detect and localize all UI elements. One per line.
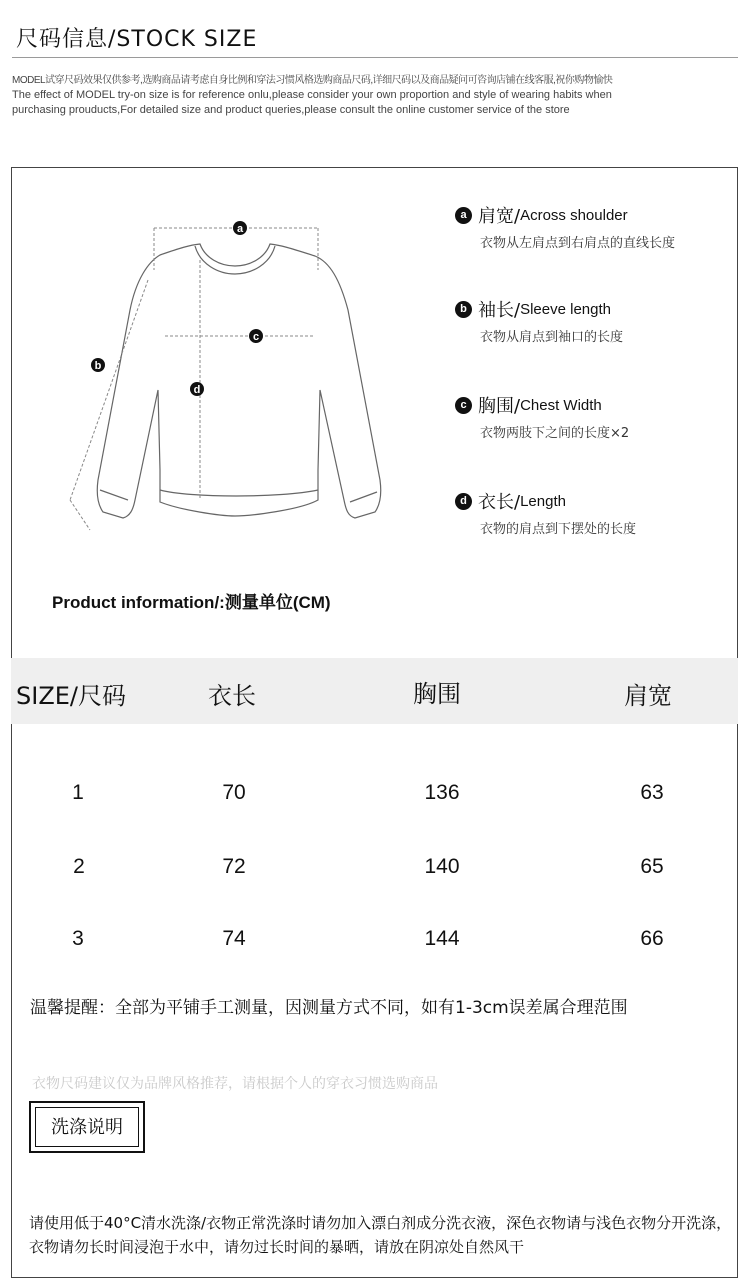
title-divider xyxy=(12,57,738,58)
diagram-label-d: d xyxy=(193,384,201,396)
table-cell: 136 xyxy=(424,781,460,804)
legend-badge: b xyxy=(455,301,472,318)
table-cell: 1 xyxy=(72,781,84,804)
legend-item-sleeve xyxy=(455,296,623,345)
legend-en: Across shoulder xyxy=(520,206,628,224)
legend-en: Sleeve length xyxy=(520,300,611,318)
notice-en-line-1: The effect of MODEL try-on size is for reference onlu,please consider your own proportion and style of wearing habits when xyxy=(12,89,612,101)
column-header-size: SIZE/尺码 xyxy=(16,682,127,710)
legend-en: Length xyxy=(520,492,566,510)
diagram-label-a: a xyxy=(236,223,244,235)
neckline xyxy=(195,246,275,274)
legend-item-chest xyxy=(455,392,629,441)
table-cell: 3 xyxy=(72,927,84,950)
column-header-chest: 胸围 xyxy=(413,680,461,708)
legend-desc: 衣物的肩点到下摆处的长度 xyxy=(480,522,637,537)
legend-desc: 衣物两肢下之间的长度×2 xyxy=(480,426,630,441)
size-notice xyxy=(12,73,742,118)
table-cell: 144 xyxy=(424,927,460,950)
table-cell: 65 xyxy=(640,855,664,878)
table-cell: 70 xyxy=(222,781,246,804)
legend-badge: c xyxy=(455,397,472,414)
legend-item-length xyxy=(455,488,636,537)
sweater-measurement-diagram xyxy=(30,200,410,560)
measurement-tip: 温馨提醒：全部为平铺手工测量，因测量方式不同，如有1-3cm误差属合理范围 xyxy=(30,998,628,1018)
column-header-shoulder: 肩宽 xyxy=(624,682,672,710)
notice-en-line-2: purchasing prouducts,For detailed size and product queries,please consult the online customer service of the store xyxy=(12,104,570,116)
table-cell: 2 xyxy=(73,855,85,878)
legend-zh: 胸围/ xyxy=(478,396,521,417)
notice-zh: MODEL试穿尺码效果仅供参考,选购商品请考虑自身比例和穿法习惯风格选购商品尺码,详细尺码以及商品疑问可咨询店铺在线客服,祝你购物愉快 xyxy=(12,75,613,86)
table-cell: 63 xyxy=(640,781,664,804)
sleeve-measure-line xyxy=(70,280,148,500)
table-cell: 72 xyxy=(222,855,246,878)
sweater-outline xyxy=(94,244,381,518)
legend-desc: 衣物从左肩点到右肩点的直线长度 xyxy=(480,236,676,251)
diagram-label-b: b xyxy=(94,360,102,372)
legend-badge: a xyxy=(455,207,472,224)
legend-en: Chest Width xyxy=(520,396,602,414)
legend-zh: 衣长/ xyxy=(478,492,521,513)
diagram-label-c: c xyxy=(252,331,260,343)
size-recommendation-note: 衣物尺码建议仅为品牌风格推荐，请根据个人的穿衣习惯选购商品 xyxy=(32,1076,438,1092)
table-cell: 140 xyxy=(424,855,460,878)
table-cell: 74 xyxy=(222,927,246,950)
column-header-length: 衣长 xyxy=(208,682,256,710)
wash-instructions-title: 洗涤说明 xyxy=(35,1107,139,1147)
right-cuff xyxy=(350,492,377,502)
legend-item-shoulder xyxy=(455,202,675,251)
wash-instructions-text: 请使用低于40°C清水洗涤/衣物正常洗涤时请勿加入漂白剂成分洗衣液，深色衣物请与浅色衣物分开洗涤，衣物请勿长时间浸泡于水中，请勿过长时间的暴晒，请放在阴凉处自然风干 xyxy=(29,1214,732,1256)
page-title: 尺码信息/STOCK SIZE xyxy=(16,27,258,52)
legend-zh: 肩宽/ xyxy=(478,206,521,227)
left-cuff xyxy=(100,490,128,500)
hem-rib xyxy=(160,490,318,496)
table-cell: 66 xyxy=(640,927,664,950)
legend-zh: 袖长/ xyxy=(478,300,521,321)
wash-instructions-title-box xyxy=(29,1101,145,1153)
legend-desc: 衣物从肩点到袖口的长度 xyxy=(480,330,624,345)
product-information-label: Product information/:测量单位(CM) xyxy=(52,593,331,612)
legend-badge: d xyxy=(455,493,472,510)
